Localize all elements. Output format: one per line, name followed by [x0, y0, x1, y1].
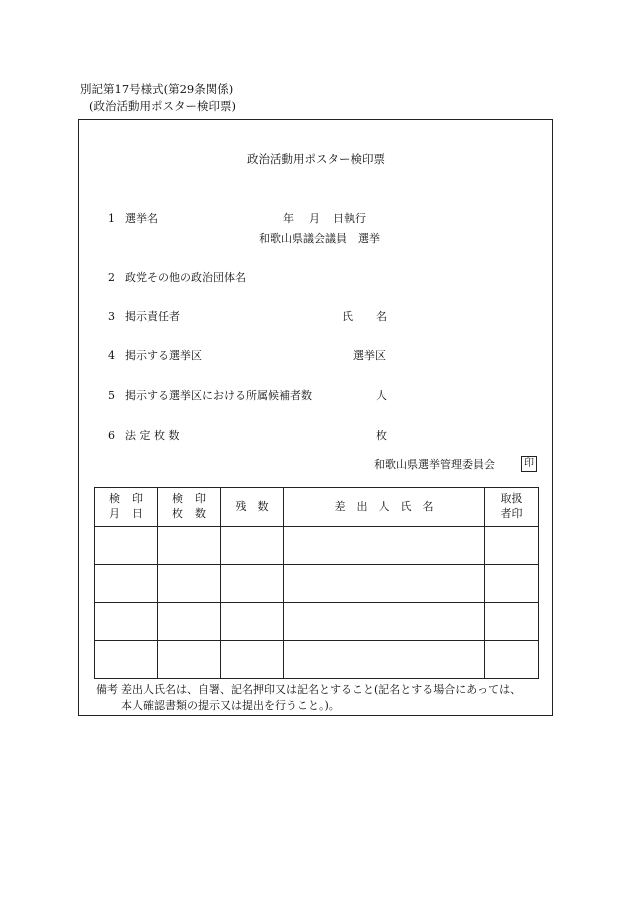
table-header-row [95, 488, 539, 527]
remarks-line-2: 本人確認書類の提示又は提出を行うこと。)。 [121, 699, 340, 712]
committee-name: 和歌山県選挙管理委員会 [374, 458, 495, 471]
table-cell[interactable] [284, 641, 485, 679]
header-text: 検 [109, 492, 120, 506]
table-cell[interactable] [485, 527, 539, 565]
table-cell[interactable] [221, 603, 284, 641]
form-number: 別記第17号様式(第29条関係) [80, 82, 234, 96]
sheet-suffix: 枚 [376, 429, 387, 442]
table-cell[interactable] [95, 565, 158, 603]
table-cell[interactable] [284, 565, 485, 603]
item-1-label: 選挙名 [125, 212, 158, 225]
table-cell[interactable] [95, 603, 158, 641]
header-text: 日 [132, 507, 143, 520]
header-submitter-name: 差 出 人 氏 名 [284, 488, 485, 527]
header-text: 検 [172, 492, 183, 506]
stamp-record-table [94, 487, 539, 679]
item-3-label: 掲示責任者 [125, 310, 180, 323]
item-2-label: 政党その他の政治団体名 [125, 271, 246, 284]
election-year-label: 年 [283, 212, 294, 225]
table-cell[interactable] [221, 641, 284, 679]
table-cell[interactable] [284, 527, 485, 565]
table-cell[interactable] [158, 565, 221, 603]
election-month-label: 月 [309, 212, 320, 225]
header-text: 数 [195, 507, 206, 520]
header-text: 取扱 [500, 492, 523, 506]
item-4-label: 掲示する選挙区 [125, 349, 202, 362]
remarks-label: 備考 [96, 683, 118, 696]
table-row [95, 603, 539, 641]
form-subtitle: (政治活動用ポスター検印票) [89, 99, 236, 113]
table-cell[interactable] [221, 527, 284, 565]
table-cell[interactable] [284, 603, 485, 641]
name-label-given: 名 [376, 310, 387, 323]
header-text: 月 [109, 507, 120, 520]
table-cell[interactable] [221, 565, 284, 603]
item-4-number: 4 [108, 349, 115, 362]
header-stamp-count [158, 488, 221, 527]
item-5-number: 5 [108, 389, 115, 402]
table-row [95, 527, 539, 565]
remarks-line-1: 差出人氏名は、自署、記名押印又は記名とすること(記名とする場合にあっては、 [121, 683, 522, 696]
item-1-number: 1 [108, 212, 115, 225]
item-3-number: 3 [108, 310, 115, 323]
header-text: 印 [195, 492, 206, 506]
table-cell[interactable] [158, 603, 221, 641]
table-cell[interactable] [95, 527, 158, 565]
header-stamp-date [95, 488, 158, 527]
person-suffix: 人 [376, 389, 387, 402]
table-cell[interactable] [485, 565, 539, 603]
table-cell[interactable] [158, 527, 221, 565]
table-cell[interactable] [485, 603, 539, 641]
committee-seal-stamp: 印 [521, 456, 537, 472]
item-2-number: 2 [108, 271, 115, 284]
header-remaining: 残 数 [221, 488, 284, 527]
election-name: 和歌山県議会議員 選挙 [259, 232, 380, 245]
table-row [95, 565, 539, 603]
item-6-label: 法 定 枚 数 [125, 429, 180, 442]
header-text: 者印 [500, 507, 523, 520]
item-6-number: 6 [108, 429, 115, 442]
table-cell[interactable] [158, 641, 221, 679]
name-label-family: 氏 [342, 310, 353, 323]
header-handler-seal [485, 488, 539, 527]
table-row [95, 641, 539, 679]
table-cell[interactable] [95, 641, 158, 679]
district-suffix: 選挙区 [353, 349, 386, 362]
election-day-label: 日執行 [333, 212, 366, 225]
item-5-label: 掲示する選挙区における所属候補者数 [125, 389, 312, 402]
header-text: 印 [132, 492, 143, 506]
table-cell[interactable] [485, 641, 539, 679]
header-text: 枚 [172, 507, 183, 520]
form-title: 政治活動用ポスター検印票 [247, 152, 385, 166]
